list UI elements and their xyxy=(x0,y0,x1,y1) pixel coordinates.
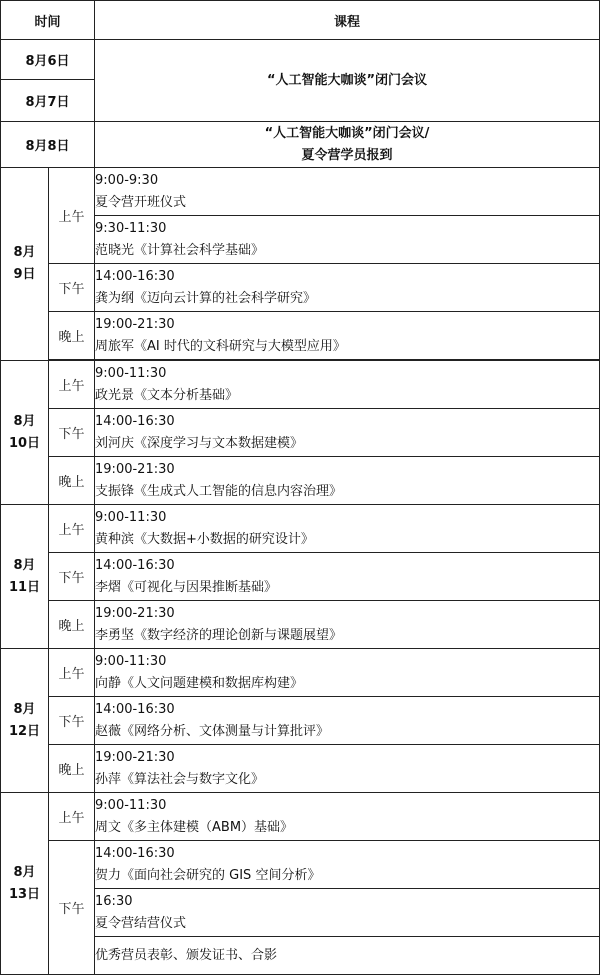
course-time: 9:00-11:30 xyxy=(95,797,167,813)
date-aug-9 xyxy=(1,168,49,361)
course-time: 9:00-9:30 xyxy=(95,172,159,188)
course-cell xyxy=(95,937,600,975)
course-title: 李勇坚《数字经济的理论创新与课题展望》 xyxy=(95,627,343,643)
period-am: 上午 xyxy=(49,793,95,841)
period-pm: 下午 xyxy=(49,697,95,745)
course-title: 支振锋《生成式人工智能的信息内容治理》 xyxy=(95,483,343,499)
date-aug-13 xyxy=(1,793,49,975)
course-cell xyxy=(95,697,600,745)
course-time: 16:30 xyxy=(95,893,133,909)
table-row xyxy=(1,505,600,553)
period-am: 上午 xyxy=(49,168,95,264)
closed-meeting-cell: “人工智能大咖谈”闭门会议 xyxy=(95,40,600,122)
period-eve: 晚上 xyxy=(49,601,95,649)
table-row xyxy=(1,553,600,601)
course-cell xyxy=(95,553,600,601)
table-row xyxy=(1,168,600,216)
header-time: 时间 xyxy=(1,1,95,40)
course-title: 龚为纲《迈向云计算的社会科学研究》 xyxy=(95,290,317,306)
period-eve: 晚上 xyxy=(49,745,95,793)
date-aug-7: 8月7日 xyxy=(1,80,95,122)
course-title: 孙萍《算法社会与数字文化》 xyxy=(95,771,265,787)
date-line: 13日 xyxy=(8,886,41,902)
table-row xyxy=(1,649,600,697)
course-cell xyxy=(95,601,600,649)
period-pm: 下午 xyxy=(49,264,95,312)
period-pm: 下午 xyxy=(49,841,95,975)
course-time: 9:30-11:30 xyxy=(95,220,167,236)
course-cell xyxy=(95,841,600,889)
aug-8-line-1: “人工智能大咖谈”闭门会议/ xyxy=(264,125,430,141)
course-cell xyxy=(95,793,600,841)
course-title: 夏令营开班仪式 xyxy=(95,194,187,210)
date-line: 8月 xyxy=(13,245,36,260)
course-time: 14:00-16:30 xyxy=(95,413,175,429)
course-time: 14:00-16:30 xyxy=(95,557,175,573)
course-title: 刘河庆《深度学习与文本数据建模》 xyxy=(95,435,304,451)
course-title: 范晓光《计算社会科学基础》 xyxy=(95,242,265,258)
course-title: 向静《人文问题建模和数据库构建》 xyxy=(95,675,304,691)
date-line: 8月 xyxy=(13,413,36,429)
course-time: 19:00-21:30 xyxy=(95,461,175,477)
date-aug-12 xyxy=(1,649,49,793)
table-row xyxy=(1,122,600,168)
date-aug-11 xyxy=(1,505,49,649)
course-time: 9:00-11:30 xyxy=(95,509,167,525)
date-line: 12日 xyxy=(8,723,41,739)
course-cell xyxy=(95,649,600,697)
course-title: 赵薇《网络分析、文体测量与计算批评》 xyxy=(95,723,330,739)
course-title: 周旅军《AI 时代的文科研究与大模型应用》 xyxy=(95,338,346,354)
course-cell xyxy=(95,264,600,312)
period-eve: 晚上 xyxy=(49,457,95,505)
course-title: 李熠《可视化与因果推断基础》 xyxy=(95,579,278,595)
aug-8-course xyxy=(95,122,600,168)
course-time: 19:00-21:30 xyxy=(95,316,175,332)
course-title: 周文《多主体建模（ABM）基础》 xyxy=(95,819,294,835)
course-title: 优秀营员表彰、颁发证书、合影 xyxy=(95,947,278,963)
course-cell xyxy=(95,312,600,360)
table-row xyxy=(1,361,600,409)
course-cell xyxy=(95,745,600,793)
course-title: 贺力《面向社会研究的 GIS 空间分析》 xyxy=(95,867,321,883)
date-aug-8: 8月8日 xyxy=(1,122,95,168)
table-row xyxy=(1,409,600,457)
table-row xyxy=(1,457,600,505)
date-line: 8月 xyxy=(13,864,36,880)
date-line: 11日 xyxy=(8,579,41,595)
table-row xyxy=(1,264,600,312)
course-time: 14:00-16:30 xyxy=(95,268,175,284)
period-am: 上午 xyxy=(49,649,95,697)
course-cell xyxy=(95,505,600,553)
header-course: 课程 xyxy=(95,1,600,40)
course-time: 9:00-11:30 xyxy=(95,365,167,381)
period-am: 上午 xyxy=(49,361,95,409)
table-row xyxy=(1,841,600,889)
course-time: 19:00-21:30 xyxy=(95,749,175,765)
table-row xyxy=(1,40,600,80)
date-line: 8月 xyxy=(13,557,36,573)
course-time: 14:00-16:30 xyxy=(95,845,175,861)
course-title: 黄种滨《大数据+小数据的研究设计》 xyxy=(95,531,314,547)
date-aug-6: 8月6日 xyxy=(1,40,95,80)
course-cell xyxy=(95,457,600,505)
aug-8-line-2: 夏令营学员报到 xyxy=(301,147,393,163)
date-line: 9日 xyxy=(13,267,36,282)
course-cell xyxy=(95,168,600,216)
date-line: 10日 xyxy=(8,435,41,451)
period-am: 上午 xyxy=(49,505,95,553)
table-row xyxy=(1,312,600,360)
course-cell xyxy=(95,361,600,409)
course-title: 夏令营结营仪式 xyxy=(95,915,187,931)
table-row xyxy=(1,793,600,841)
header-row xyxy=(1,1,600,40)
table-row xyxy=(1,745,600,793)
course-cell xyxy=(95,216,600,264)
course-title: 政光景《文本分析基础》 xyxy=(95,387,239,403)
table-row xyxy=(1,601,600,649)
period-pm: 下午 xyxy=(49,409,95,457)
date-aug-10 xyxy=(1,361,49,505)
course-time: 19:00-21:30 xyxy=(95,605,175,621)
course-time: 9:00-11:30 xyxy=(95,653,167,669)
course-time: 14:00-16:30 xyxy=(95,701,175,717)
table-row xyxy=(1,697,600,745)
date-line: 8月 xyxy=(13,701,36,717)
period-pm: 下午 xyxy=(49,553,95,601)
course-cell xyxy=(95,889,600,937)
period-eve: 晚上 xyxy=(49,312,95,360)
course-cell xyxy=(95,409,600,457)
